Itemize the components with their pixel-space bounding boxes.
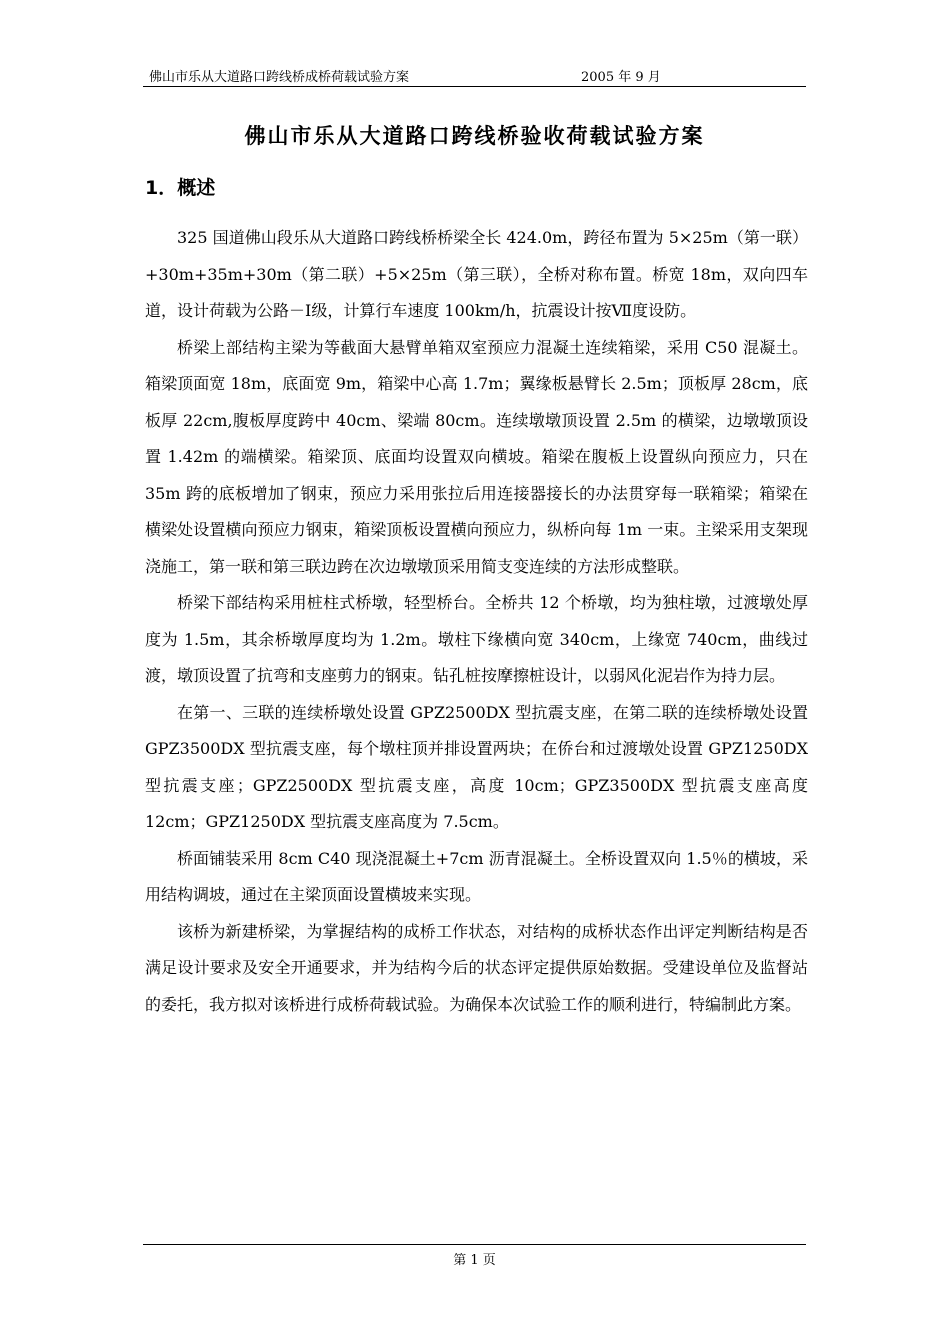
paragraph: 325 国道佛山段乐从大道路口跨线桥桥梁全长 424.0m，跨径布置为 5×25m（第一联）+30m+35m+30m（第二联）+5×25m（第三联），全桥对称布置。桥宽 18m，双向四车道，设计荷载为公路－Ⅰ级，计算行车速度 100km/h，抗震设计按Ⅶ度设防。: [145, 228, 808, 320]
paragraph: 桥梁上部结构主梁为等截面大悬臂单箱双室预应力混凝土连续箱梁，采用 C50 混凝土。箱梁顶面宽 18m，底面宽 9m，箱梁中心高 1.7m；翼缘板悬臂长 2.5m；顶板厚 28cm，底板厚 22cm,腹板厚度跨中 40cm、梁端 80cm。连续墩墩顶设置 2.5m 的横梁，边墩墩顶设置 1.42m 的端横梁。箱梁顶、底面均设置双向横坡。箱梁在腹板上设置纵向预应力，只在 35m 跨的底板增加了钢束，预应力采用张拉后用连接器接长的办法贯穿每一联箱梁；箱梁在横梁处设置横向预应力钢束，箱梁顶板设置横向预应力，纵桥向每 1m 一束。主梁采用支架现浇施工，第一联和第三联边跨在次边墩墩顶采用简支变连续的方法形成整联。: [145, 337, 808, 576]
paragraph: 桥面铺装采用 8cm C40 现浇混凝土+7cm 沥青混凝土。全桥设置双向 1.5％的横坡，采用结构调坡，通过在主梁顶面设置横坡来实现。: [145, 848, 808, 904]
paragraph: 在第一、三联的连续桥墩处设置 GPZ2500DX 型抗震支座，在第二联的连续桥墩处设置 GPZ3500DX 型抗震支座，每个墩柱顶并排设置两块；在侨台和过渡墩处设置 GPZ1250DX 型抗震支座；GPZ2500DX 型抗震支座，高度 10cm；GPZ3500DX 型抗震支座高度 12cm；GPZ1250DX 型抗震支座高度为 7.5cm。: [145, 702, 808, 831]
page-header: [143, 64, 806, 87]
footer-divider: [143, 1244, 806, 1245]
document-title: 佛山市乐从大道路口跨线桥验收荷载试验方案: [244, 124, 705, 148]
section-heading: 1．概述: [145, 177, 216, 199]
document-body: [145, 220, 808, 1023]
page-number: 第 1 页: [453, 1253, 496, 1268]
paragraph: 该桥为新建桥梁，为掌握结构的成桥工作状态，对结构的成桥状态作出评定判断结构是否满足设计要求及安全开通要求，并为结构今后的状态评定提供原始数据。受建设单位及监督站的委托，我方拟对该桥进行成桥荷载试验。为确保本次试验工作的顺利进行，特编制此方案。: [145, 921, 808, 1014]
header-title: 佛山市乐从大道路口跨线桥成桥荷载试验方案: [149, 70, 410, 85]
paragraph: 桥梁下部结构采用桩柱式桥墩，轻型桥台。全桥共 12 个桥墩，均为独柱墩，过渡墩处厚度为 1.5m，其余桥墩厚度均为 1.2m。墩柱下缘横向宽 340cm，上缘宽 740cm，曲线过渡，墩顶设置了抗弯和支座剪力的钢束。钻孔桩按摩擦桩设计，以弱风化泥岩作为持力层。: [145, 593, 808, 685]
header-date: 2005 年 9 月: [581, 70, 661, 85]
